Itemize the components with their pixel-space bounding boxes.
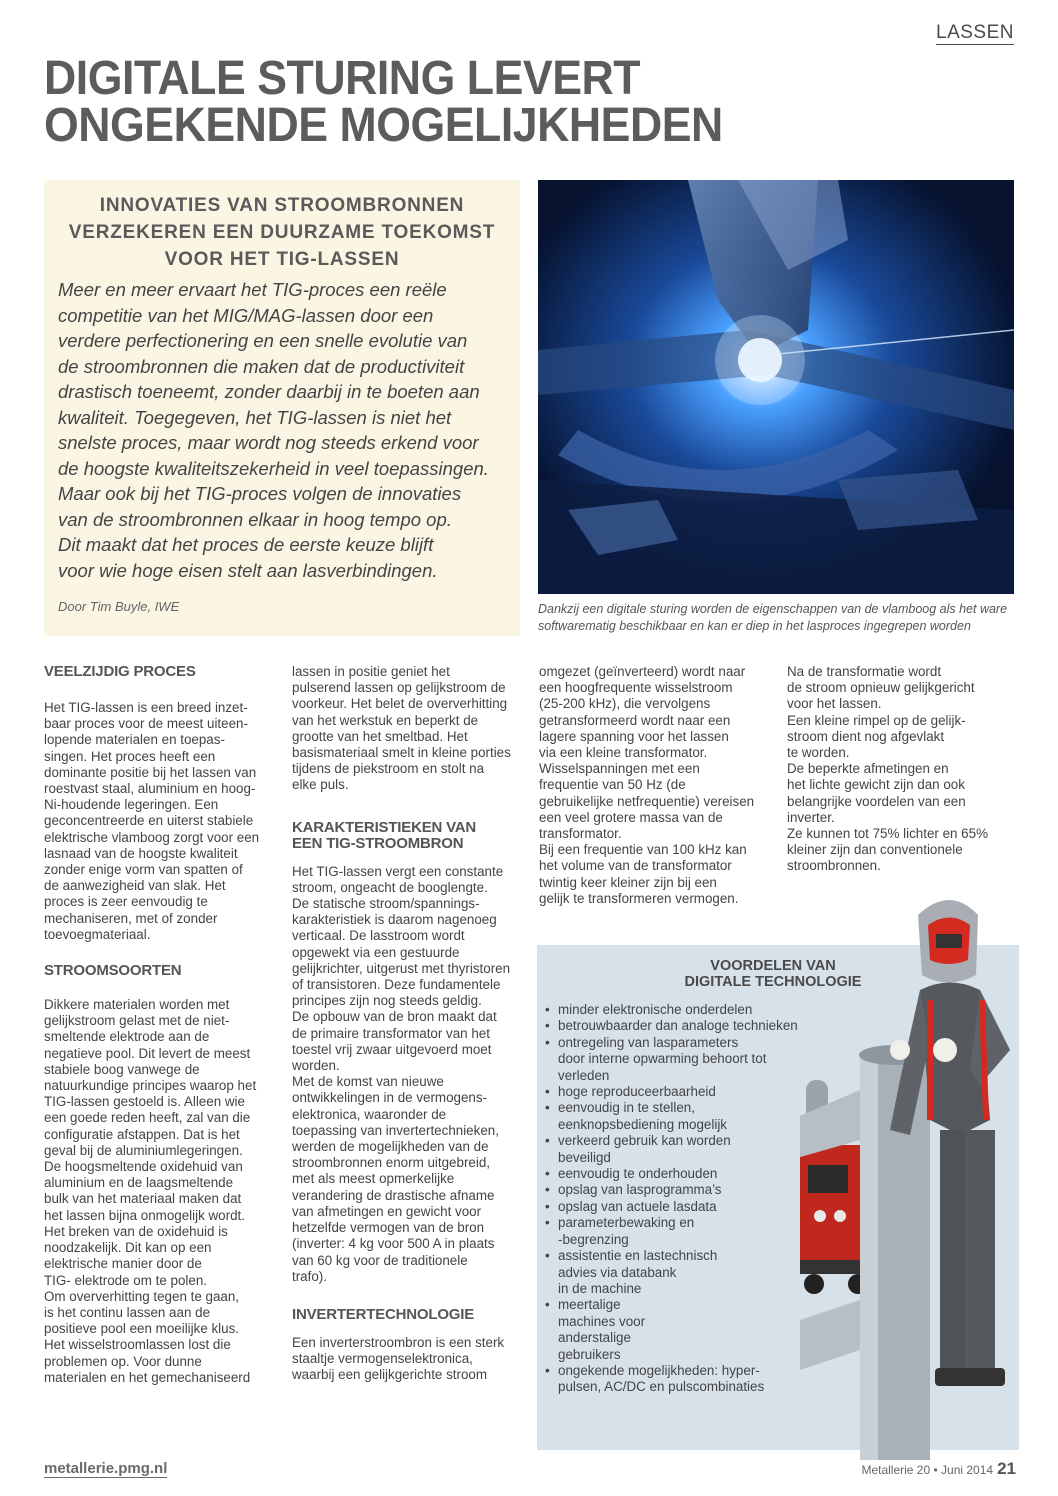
advantage-item: • opslag van actuele lasdata: [543, 1199, 833, 1215]
page-number: 21: [997, 1459, 1016, 1478]
headline-line: ONGEKENDE MOGELIJKHEDEN: [44, 99, 723, 152]
advantages-list: [543, 1002, 833, 1396]
intro-subtitle: [58, 192, 506, 273]
footer-url[interactable]: metallerie.pmg.nl: [44, 1460, 168, 1477]
advantage-item: • opslag van lasprogramma’s: [543, 1182, 833, 1198]
headline: [44, 52, 918, 152]
advantage-item: • assistentie en lastechnisch advies via databank in de machine: [543, 1248, 833, 1297]
intro-text: [58, 277, 506, 583]
body-text: Na de transformatie wordt de stroom opnieuw gelijkgericht voor het lassen. Een kleine rimpel op de gelijk- stroom dient nog afgevlakt te worden. De beperkte afmetingen en het lichte gewicht zijn dan ook belangrijke voordelen van een inverter. Ze kunnen tot 75% lichter en 65% kleiner zijn dan conventionele stroombronnen.: [787, 664, 988, 874]
caption-line: softwarematig beschikbaar en kan er diep in het lasproces ingegrepen worden: [538, 619, 971, 633]
article-column-2: [292, 664, 524, 1384]
advantage-item: • meertalige machines voor anderstalige gebruikers: [543, 1297, 833, 1363]
advantage-item: • verkeerd gebruik kan worden beveiligd: [543, 1133, 833, 1166]
article-column-4: [787, 664, 1015, 875]
intro-line: de hoogste kwaliteitszekerheid in veel toepassingen.: [58, 457, 489, 479]
article-column-1: [44, 664, 276, 1386]
section-label: LASSEN: [936, 22, 1014, 43]
advantage-item: • ongekende mogelijkheden: hyper- pulsen, AC/DC en pulscombinaties: [543, 1363, 833, 1396]
body-text: lassen in positie geniet het pulserend lassen op gelijkstroom de voorkeur. Het belet de oververhitting van het werkstuk en beperkt de grootte van het smeltbad. Het basismateriaal smelt in kleine porties tijdens de piekstroom en stolt na elke puls.: [292, 664, 511, 793]
photo-caption: [538, 601, 1018, 635]
advantage-item: • ontregeling van lasparameters door interne opwarming behoort tot verleden: [543, 1035, 833, 1084]
body-text: Een inverterstroombron is een sterk staaltje vermogenselektronica, waarbij een gelijkgerichte stroom: [292, 1334, 505, 1383]
intro-line: verdere perfectionering en een snelle evolutie van: [58, 330, 468, 351]
caption-line: Dankzij een digitale sturing worden de eigenschappen van de vlamboog als het ware: [538, 602, 1008, 616]
intro-line: competitie van het MIG/MAG-lassen door een: [58, 304, 434, 326]
body-text: omgezet (geïnverteerd) wordt naar een hoogfrequente wisselstroom (25-200 kHz), die vervolgens getransformeerd wordt naar een lagere spanning voor het lassen via een kleine transformator. Wisselspanningen met een frequentie van 50 Hz (de gebruikelijke netfrequentie) vereisen een veel grotere massa van de transformator. Bij een frequentie van 100 kHz kan het volume van de transformator twintig keer kleiner zijn bij een gelijk te transformeren vermogen.: [539, 664, 755, 906]
article-column-3: [539, 664, 771, 907]
intro-line: snelste proces, maar wordt nog steeds erkend voor: [58, 432, 479, 453]
intro-line: Dit maakt dat het proces de eerste keuze blijft: [58, 534, 434, 555]
intro-line: Meer en meer ervaart het TIG-proces een reële: [58, 279, 447, 300]
intro-subtitle-line: VERZEKEREN EEN DUURZAME TOEKOMST: [68, 222, 496, 243]
advantage-item: • eenvoudig in te stellen, eenknopsbediening mogelijk: [543, 1100, 833, 1133]
intro-line: van de stroombronnen elkaar in hoog tempo op.: [58, 508, 452, 530]
headline-line: DIGITALE STURING LEVERT: [44, 52, 641, 105]
intro-line: voor wie hoge eisen stelt aan lasverbindingen.: [58, 559, 438, 581]
intro-line: Maar ook bij het TIG-proces volgen de innovaties: [58, 483, 462, 504]
section-heading: VEELZIJDIG PROCES: [44, 663, 196, 680]
welder-illustration: [800, 880, 1030, 1470]
section-heading: INVERTERTECHNOLOGIE: [292, 1305, 475, 1323]
body-text: Het TIG-lassen is een breed inzet- baar proces voor de meest uiteen- lopende materialen en toepas- singen. Het proces heeft een dominante positie bij het lassen van roestvast staal, aluminium en hoog- Ni-houdende legeringen. Een geconcentreerde en uiterst stabiele elektrische vlamboog zorgt voor een lasnaad van de hoogste kwaliteit zonder enige vorm van spatten of de aanwezigheid van slak. Het proces is zeer eenvoudig te mechaniseren, met of zonder toevoegmateriaal.: [44, 700, 260, 942]
byline: Door Tim Buyle, IWE: [58, 599, 180, 614]
intro-line: de stroombronnen die maken dat de productiviteit: [58, 355, 465, 377]
advantage-item: • minder elektronische onderdelen: [543, 1002, 833, 1018]
advantage-item: • parameterbewaking en -begrenzing: [543, 1215, 833, 1248]
advantage-item: • hoge reproduceerbaarheid: [543, 1084, 833, 1100]
tig-welding-photo: [538, 180, 1014, 594]
body-text: Dikkere materialen worden met gelijkstroom gelast met de niet- smeltende elektrode aan de negatieve pool. Dit levert de meest stabiele boog vanwege de natuurkundige principes waarop het TIG-lassen gestoeld is. Alleen wie een goede reden heeft, zal van die configuratie afstappen. Dat is het geval bij de aluminiumlegeringen. De hoogsmeltende oxidehuid van aluminium en de laagsmeltende bulk van het materiaal maken dat het lassen bijna onmogelijk wordt. Het breken van de oxidehuid is noodzakelijk. Dit kan op een elektrische manier door de TIG- elektrode om te polen. Om oververhitting tegen te gaan, is het continu lassen aan de positieve pool een moeilijke klus. Het wisselstroomlassen lost die problemen op. Voor dunne materialen en het gemechaniseerd: [44, 997, 257, 1385]
issue-label: Metallerie 20 • Juni 2014: [861, 1463, 994, 1477]
intro-subtitle-line: VOOR HET TIG-LASSEN: [164, 249, 400, 270]
intro-line: kwaliteit. Toegegeven, het TIG-lassen is niet het: [58, 406, 452, 428]
section-heading: STROOMSOORTEN: [44, 962, 182, 980]
advantage-item: • betrouwbaarder dan analoge technieken: [543, 1018, 833, 1034]
body-text: Het TIG-lassen vergt een constante stroom, ongeacht de booglengte. De statische stroom/spannings- karakteristiek is daarom nagenoeg verticaal. De lasstroom wordt opgewekt via een gestuurde gelijkrichter, uitgerust met thyristoren of transistoren. Deze fundamentele principes zijn nog steeds geldig. De opbouw van de bron maakt dat de primaire transformator van het toestel vrij zwaar uitgevoerd moet worden. Met de komst van nieuwe ontwikkelingen in de vermogens- elektronica, waaronder de toepassing van invertertechnieken, werden de mogelijkheden van de stroombronnen enorm uitgebreid, met als meest opmerkelijke verandering de drastische afname van afmetingen en gewicht voor hetzelfde vermogen van de bron (inverter: 4 kg voor 500 A in plaats van 60 kg voor de traditionele trafo).: [292, 863, 511, 1284]
intro-subtitle-line: INNOVATIES VAN STROOMBRONNEN: [99, 195, 465, 216]
section-heading: KARAKTERISTIEKEN VAN EEN TIG-STROOMBRON: [292, 818, 477, 852]
intro-line: drastisch toeneemt, zonder daarbij in te boeten aan: [58, 381, 480, 402]
intro-box: [44, 180, 520, 636]
footer-issue: [861, 1460, 1016, 1479]
sidebar-title: VOORDELEN VAN DIGITALE TECHNOLOGIE: [684, 958, 862, 990]
advantage-item: • eenvoudig te onderhouden: [543, 1166, 833, 1182]
